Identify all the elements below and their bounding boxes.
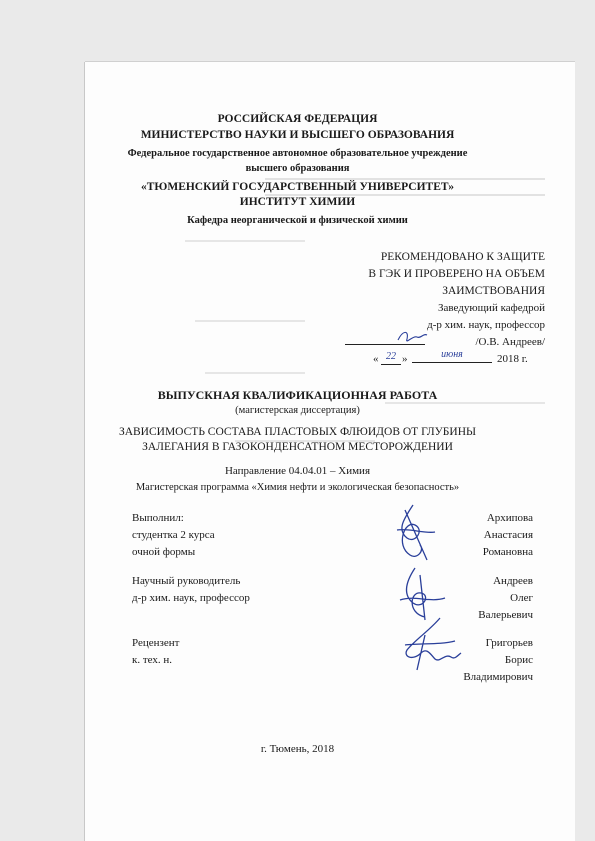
work-subtype: (магистерская диссертация) [235, 405, 360, 416]
approval-borrowing: ЗАИМСТВОВАНИЯ [442, 285, 545, 297]
approval-head-degree: д-р хим. наук, профессор [427, 319, 545, 331]
reviewer-name: Борис [504, 654, 533, 666]
supervisor-label: Научный руководитель [132, 575, 241, 587]
work-type: ВЫПУСКНАЯ КВАЛИФИКАЦИОННАЯ РАБОТА [157, 388, 438, 402]
header-institute: ИНСТИТУТ ХИМИИ [239, 196, 356, 208]
bleed-through-line [205, 372, 305, 374]
header-education-level: высшего образования [245, 163, 350, 174]
supervisor-name: Олег [510, 592, 533, 604]
header-university: «ТЮМЕНСКИЙ ГОСУДАРСТВЕННЫЙ УНИВЕРСИТЕТ» [140, 181, 455, 193]
footer-city-year: г. Тюмень, 2018 [260, 743, 335, 755]
work-program: Магистерская программа «Химия нефти и экологическая безопасность» [135, 482, 460, 493]
performer-course: студентка 2 курса [132, 529, 215, 541]
bleed-through-line [195, 320, 305, 322]
header-department: Кафедра неорганической и физической химии [187, 215, 408, 226]
approval-signature [395, 325, 430, 347]
approval-date-year: 2018 г. [497, 353, 528, 365]
approval-date-open-quote: « [373, 353, 379, 365]
work-title-line1: ЗАВИСИМОСТЬ СОСТАВА ПЛАСТОВЫХ ФЛЮИДОВ ОТ ГЛУБИНЫ [118, 426, 477, 438]
approval-date-month: июня [412, 348, 492, 363]
reviewer-patronymic: Владимирович [463, 671, 533, 683]
performer-name: Анастасия [483, 529, 533, 541]
bleed-through-line [185, 240, 305, 242]
performer-signature [385, 500, 445, 570]
supervisor-surname: Андреев [493, 575, 533, 587]
work-title-line2: ЗАЛЕГАНИЯ В ГАЗОКОНДЕНСАТНОМ МЕСТОРОЖДЕНИИ [142, 441, 453, 453]
approval-head-title: Заведующий кафедрой [438, 302, 545, 314]
performer-surname: Архипова [486, 512, 533, 524]
supervisor-degree: д-р хим. наук, профессор [132, 592, 250, 604]
approval-date-day: 22 [381, 350, 401, 365]
approval-recommended: РЕКОМЕНДОВАНО К ЗАЩИТЕ [380, 251, 545, 263]
approval-head-name: /О.В. Андреев/ [475, 336, 545, 348]
performer-label: Выполнил: [132, 512, 184, 524]
header-institution-type: Федеральное государственное автономное образовательное учреждение [127, 148, 468, 159]
reviewer-signature [395, 615, 465, 675]
header-country: РОССИЙСКАЯ ФЕДЕРАЦИЯ [217, 113, 378, 125]
approval-checked: В ГЭК И ПРОВЕРЕНО НА ОБЪЕМ [368, 268, 545, 280]
performer-form: очной формы [132, 546, 196, 558]
supervisor-patronymic: Валерьевич [478, 609, 533, 621]
header-ministry: МИНИСТЕРСТВО НАУКИ И ВЫСШЕГО ОБРАЗОВАНИЯ [140, 129, 455, 141]
reviewer-label: Рецензент [132, 637, 180, 649]
reviewer-surname: Григорьев [485, 637, 533, 649]
work-direction: Направление 04.04.01 – Химия [224, 465, 370, 477]
reviewer-degree: к. тех. н. [132, 654, 173, 666]
approval-date-close-quote: » [402, 353, 408, 365]
performer-patronymic: Романовна [482, 546, 533, 558]
